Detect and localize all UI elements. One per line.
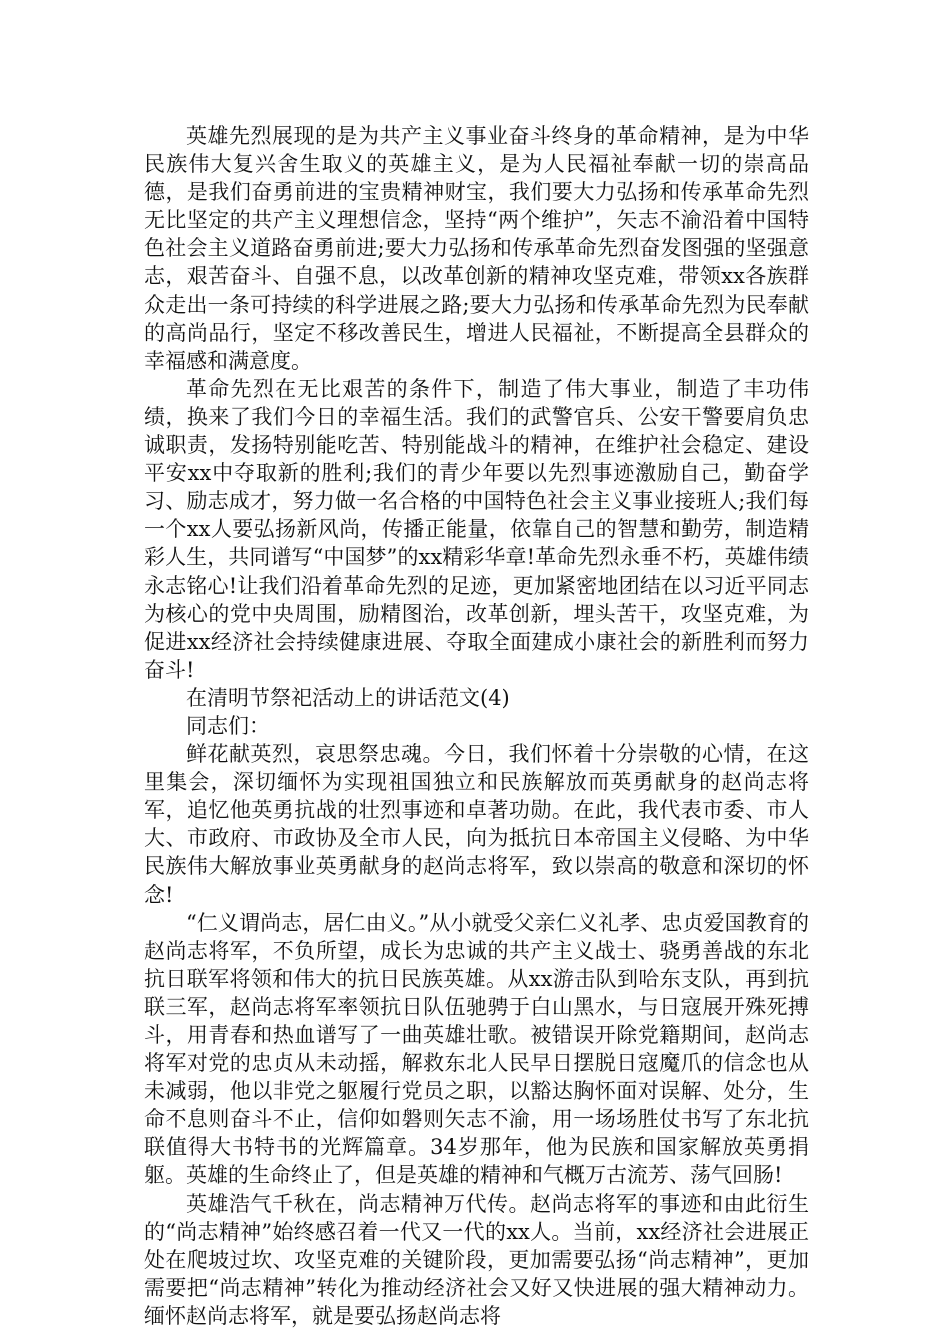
paragraph-revolutionary-martyrs: 革命先烈在无比艰苦的条件下，制造了伟大事业，制造了丰功伟绩，换来了我们今日的幸福生活。我们的武警官兵、公安干警要肩负忠诚职责，发扬特别能吃苦、特别能战斗的精神，在维护社会稳定、建设平安xx中夺取新的胜利;我们的青少年要以先烈事迹激励自己，勤奋学习、励志成才，努力做一名合格的中国特色社会主义事业接班人;我们每一个xx人要弘扬新风尚，传播正能量，依靠自己的智慧和勤劳，制造精彩人生，共同谱写“中国梦”的xx精彩华章!革命先烈永垂不朽，英雄伟绩永志铭心!让我们沿着革命先烈的足迹，更加紧密地团结在以习近平同志为核心的党中央周围，励精图治，改革创新，埋头苦干，攻坚克难，为促进xx经济社会持续健康进展、夺取全面建成小康社会的新胜利而努力奋斗! xyxy=(144,376,809,682)
salutation: 同志们： xyxy=(186,713,270,738)
paragraph-shangzhi-spirit: 英雄浩气千秋在，尚志精神万代传。赵尚志将军的事迹和由此衍生的“尚志精神”始终感召着一代又一代的xx人。当前，xx经济社会进展正处在爬坡过坎、攻坚克难的关键阶段，更加需要弘扬“尚志精神”，更加需要把“尚志精神”转化为推动经济社会又好又快进展的强大精神动力。缅怀赵尚志将军，就是要弘扬赵尚志将 xyxy=(144,1191,809,1328)
paragraph-heroes-spirit: 英雄先烈展现的是为共产主义事业奋斗终身的革命精神，是为中华民族伟大复兴舍生取义的英雄主义，是为人民福祉奉献一切的崇高品德，是我们奋勇前进的宝贵精神财宝，我们要大力弘扬和传承革命先烈无比坚定的共产主义理想信念，坚持“两个维护”，矢志不渝沿着中国特色社会主义道路奋勇前进;要大力弘扬和传承革命先烈奋发图强的坚强意志，艰苦奋斗、自强不息，以改革创新的精神攻坚克难，带领xx各族群众走出一条可持续的科学进展之路;要大力弘扬和传承革命先烈为民奉献的高尚品行，坚定不移改善民生，增进人民福祉，不断提高全县群众的幸福感和满意度。 xyxy=(144,124,809,373)
paragraph-renyi-shangzhi: “仁义谓尚志，居仁由义。”从小就受父亲仁义礼孝、忠贞爱国教育的赵尚志将军，不负所望，成长为忠诚的共产主义战士、骁勇善战的东北抗日联军将领和伟大的抗日民族英雄。从xx游击队到哈东支队，再到抗联三军，赵尚志将军率领抗日队伍驰骋于白山黑水，与日寇展开殊死搏斗，用青春和热血谱写了一曲英雄壮歌。被错误开除党籍期间，赵尚志将军对党的忠贞从未动摇，解救东北人民早日摆脱日寇魔爪的信念也从未减弱，他以非党之躯履行党员之职，以豁达胸怀面对误解、处分，生命不息则奋斗不止，信仰如磐则矢志不渝，用一场场胜仗书写了东北抗联值得大书特书的光辉篇章。34岁那年，他为民族和国家解放英勇捐躯。英雄的生命终止了，但是英雄的精神和气概万古流芳、荡气回肠! xyxy=(144,910,809,1188)
document-body xyxy=(144,122,809,1330)
paragraph-flowers-tribute: 鲜花献英烈，哀思祭忠魂。今日，我们怀着十分崇敬的心情，在这里集会，深切缅怀为实现祖国独立和民族解放而英勇献身的赵尚志将军，追忆他英勇抗战的壮烈事迹和卓著功勋。在此，我代表市委、市人大、市政府、市政协及全市人民，向为抵抗日本帝国主义侵略、为中华民族伟大解放事业英勇献身的赵尚志将军，致以崇高的敬意和深切的怀念! xyxy=(144,742,809,907)
speech-title: 在清明节祭祀活动上的讲话范文(4) xyxy=(186,685,510,710)
